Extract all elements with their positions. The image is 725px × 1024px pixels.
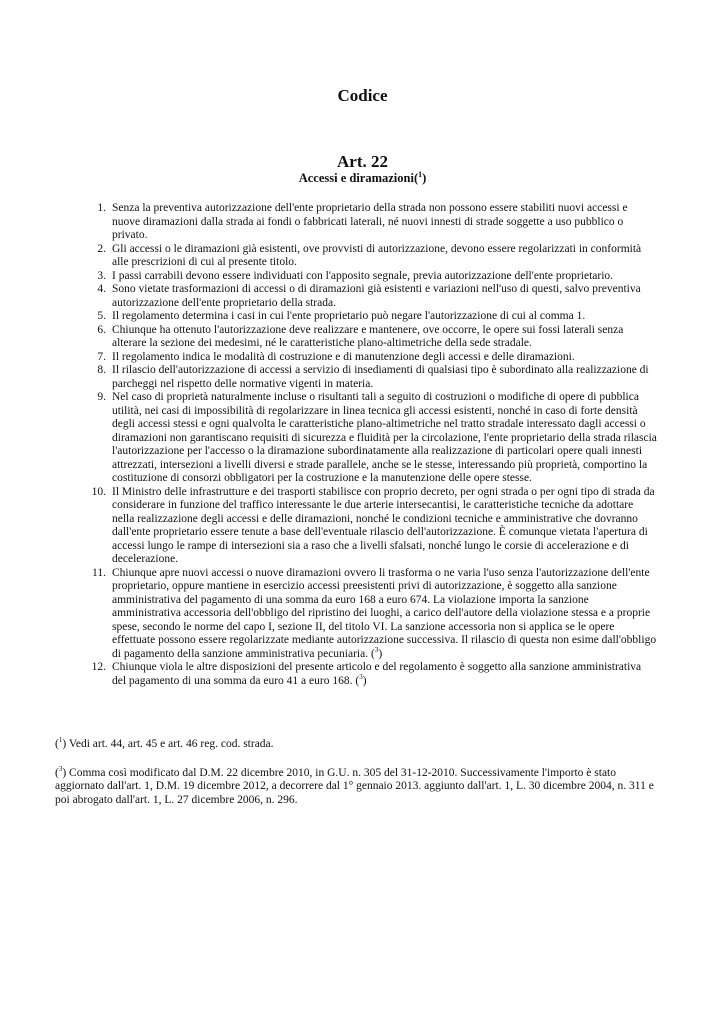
item-text: Sono vietate trasformazioni di accessi o di diramazioni già esistenti e variazioni nell'uso di questi, salvo preventiva autorizzazione dell'ente proprietario della strada. [112, 283, 641, 309]
list-item [84, 567, 658, 662]
item-number: 12. [91, 661, 106, 673]
item-number: 4. [97, 283, 106, 295]
item-number: 10. [91, 485, 106, 498]
item-number: 11. [92, 566, 106, 579]
item-text: Nel caso di proprietà naturalmente incluse o risultanti tali a seguito di costruzioni o modifiche di opere di pubblica utilità, nei casi di impossibilità di regolarizzare in linea tecnica gli accessi esistenti, nonché in caso di forte densità degli accessi stessi e ogni qualvolta le caratteristiche plano-altimetriche nel tratto stradale interessato dagli accessi o diramazioni non garantiscano requisiti di sicurezza e fluidità per la circolazione, l'ente proprietario della strada rilascia l'autorizzazione per l'accesso o la diramazione subordinatamente alla realizzazione di particolari opere quali innesti attrezzati, intersezioni a livelli diversi e strade parallele, anche se le stesse, interessando più proprietà, comportino la costituzione di consorzi obbligatori per la costruzione e la manutenzione delle opere stesse. [112, 391, 657, 484]
item-text: Senza la preventiva autorizzazione dell'ente proprietario della strada non possono essere stabiliti nuovi accessi e nuove diramazioni dalla strada ai fondi o fabbricati laterali, né nuovi innesti di strade soggette a uso pubblico o privato. [112, 202, 628, 241]
footnote-text: ) Vedi art. 44, art. 45 e art. 46 reg. cod. strada. [62, 738, 274, 750]
list-item [84, 486, 658, 567]
item-number: 2. [97, 242, 106, 255]
list-item [84, 391, 658, 486]
item-number: 8. [97, 364, 106, 376]
item-text: Chiunque ha ottenuto l'autorizzazione deve realizzare e mantenere, ove occorre, le opere sui fossi laterali senza alterare la sezione dei medesimi, né le caratteristiche plano-altimetriche della sede stradale. [112, 323, 624, 349]
item-number: 7. [97, 350, 106, 363]
list-item [84, 270, 658, 284]
article-heading [0, 171, 725, 186]
item-text: Il rilascio dell'autorizzazione di accessi a servizio di insediamenti di qualsiasi tipo è subordinato alla realizzazione di parcheggi nel rispetto delle normative vigenti in materia. [112, 364, 649, 390]
article-heading-note-ref: 1 [418, 169, 423, 179]
item-number: 3. [97, 269, 106, 282]
list-item [84, 364, 658, 391]
footnote-ref-close: ) [378, 647, 383, 660]
footnote-ref: 3 [359, 672, 363, 681]
list-item [84, 351, 658, 365]
item-text: Chiunque viola le altre disposizioni del presente articolo e del regolamento è soggetto alla sanzione amministrativa del pagamento di una somma da euro 41 a euro 168. ( [112, 661, 642, 687]
article-heading-close: ) [422, 171, 427, 185]
article-number: Art. 22 [337, 152, 388, 171]
list-item [84, 310, 658, 324]
footnote-ref-close: ) [362, 674, 367, 687]
article-paragraphs [84, 202, 658, 688]
item-text: Il regolamento determina i casi in cui l'ente proprietario può negare l'autorizzazione di cui al comma 1. [112, 310, 586, 322]
item-number: 9. [97, 391, 106, 403]
footnote-1 [55, 738, 667, 752]
footnote-mark: 1 [58, 736, 63, 745]
list-item [84, 202, 658, 243]
footnote-open: ( [55, 766, 59, 779]
list-item [84, 661, 658, 688]
item-text: Gli accessi o le diramazioni già esistenti, ove provvisti di autorizzazione, devono essere regolarizzati in conformità alle prescrizioni di cui al presente titolo. [112, 242, 642, 268]
footnote-3 [55, 764, 667, 808]
footnote-mark: 3 [58, 764, 63, 773]
article-heading-text: Accessi e diramazioni( [298, 171, 419, 185]
item-number: 6. [97, 323, 106, 336]
item-text: Il regolamento indica le modalità di costruzione e di manutenzione degli accessi e delle diramazioni. [112, 350, 575, 363]
item-number: 5. [97, 310, 106, 322]
document-title: Codice [337, 86, 388, 105]
footnote-open: ( [55, 738, 59, 750]
footnote-ref: 3 [374, 645, 379, 654]
item-text: Chiunque apre nuovi accessi o nuove diramazioni ovvero li trasforma o ne varia l'uso senza l'autorizzazione dell'ente proprietario, oppure mantiene in esercizio accessi preesistenti privi di autorizzazione, è soggetto alla sanzione amministrativa del pagamento di una somma da euro 168 a euro 674. La violazione importa la sanzione amministrativa accessoria dell'obbligo del ripristino dei luoghi, a carico dell'autore della violazione stessa e a proprie spese, secondo le norme del capo I, sezione II, del titolo VI. La sanzione accessoria non si applica se le opere effettuate possono essere regolarizzate mediante autorizzazione successiva. Il rilascio di questa non esime dall'obbligo di pagamento della sanzione amministrativa pecuniaria. ( [112, 566, 657, 660]
list-item [84, 243, 658, 270]
footnote-text: ) Comma così modificato dal D.M. 22 dicembre 2010, in G.U. n. 305 del 31-12-2010. Successivamente l'importo è stato aggiornato dall'art. 1, D.M. 19 dicembre 2012, a decorrere dal 1° gennaio 2013. aggiunto dall'art. 1, L. 30 dicembre 2004, n. 311 e poi abrogato dall'art. 1, L. 27 dicembre 2006, n. 296. [55, 766, 654, 806]
list-item [84, 283, 658, 310]
footnotes [55, 738, 667, 822]
item-number: 1. [97, 202, 106, 214]
item-text: I passi carrabili devono essere individuati con l'apposito segnale, previa autorizzazione dell'ente proprietario. [112, 269, 614, 282]
list-item [84, 324, 658, 351]
item-text: Il Ministro delle infrastrutture e dei trasporti stabilisce con proprio decreto, per ogni strada o per ogni tipo di strada da considerare in funzione del traffico interessante le due arterie intersecantisi, le caratteristiche tecniche da adottare nella realizzazione degli accessi e delle diramazioni, nonché le condizioni tecniche e amministrative che dovranno dall'ente proprietario essere tenute a base dell'eventuale rilascio dell'autorizzazione. È comunque vietata l'apertura di accessi lungo le rampe di intersezioni sia a raso che a livelli sfalsati, nonché lungo le corsie di accelerazione e di decelerazione. [112, 485, 655, 565]
